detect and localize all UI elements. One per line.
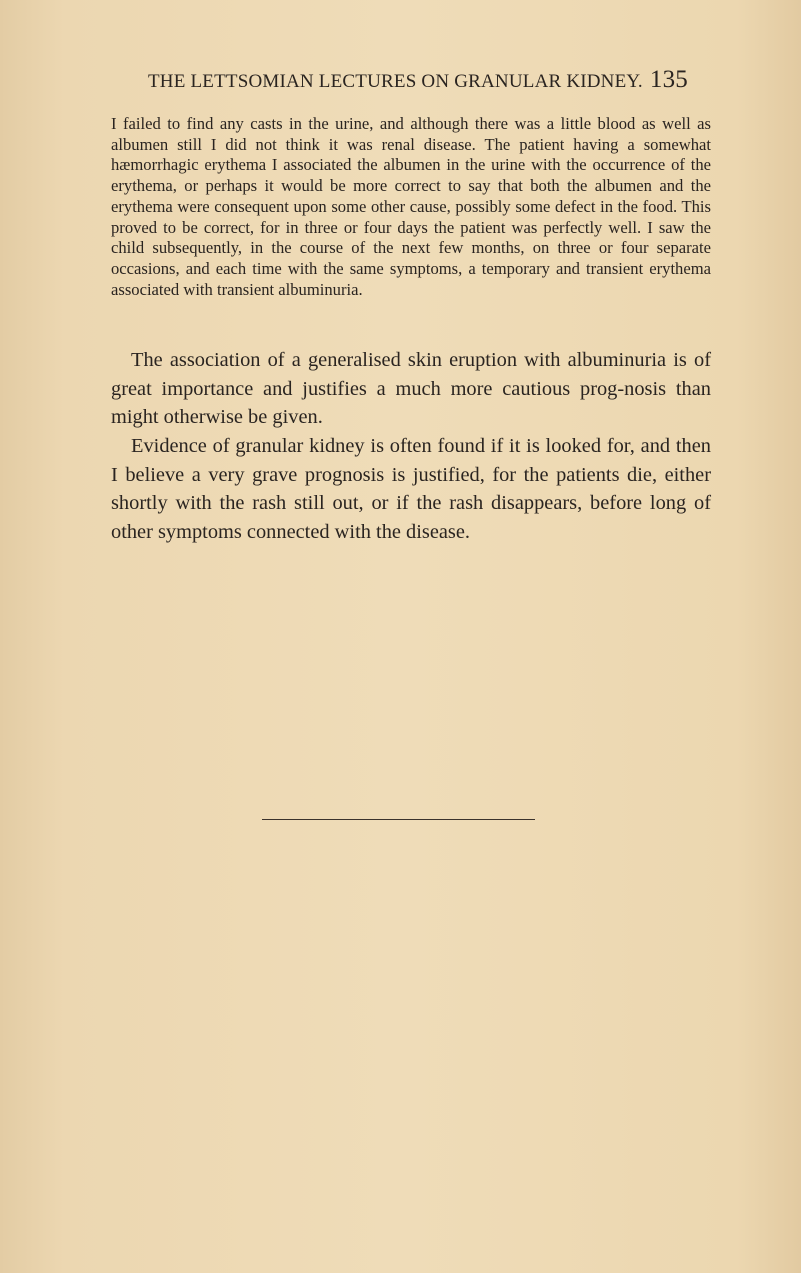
section-end-rule <box>262 819 535 820</box>
paragraph-case-report: I failed to find any casts in the urine, and although there was a little blood as well as albumen still I did not think it was renal disease. The patient having a somewhat hæmorrhagic erythema I associated the albumen in the urine with the occurrence of the erythema, or perhaps it would be more correct to say that both the albumen and the erythema were consequent upon some other cause, possibly some defect in the food. This proved to be correct, for in three or four days the patient was perfectly well. I saw the child subsequently, in the course of the next few months, on three or four separate occasions, and each time with the same symptoms, a temporary and transient erythema associated with transient albuminuria. <box>111 114 711 299</box>
paragraph-skin-eruption: The association of a generalised skin eruption with albuminuria is of great importance and justifies a much more cautious prog-nosis than might otherwise be given. <box>111 349 711 428</box>
paragraph-granular-kidney: Evidence of granular kidney is often found if it is looked for, and then I believe a very grave prognosis is justified, for the patients die, either shortly with the rash still out, or if the rash disappears, before long of other symptoms connected with the disease. <box>111 435 711 543</box>
running-title: THE LETTSOMIAN LECTURES ON GRANULAR KIDNEY. <box>148 71 643 92</box>
running-head <box>148 66 688 95</box>
page-number: 135 <box>649 66 688 93</box>
